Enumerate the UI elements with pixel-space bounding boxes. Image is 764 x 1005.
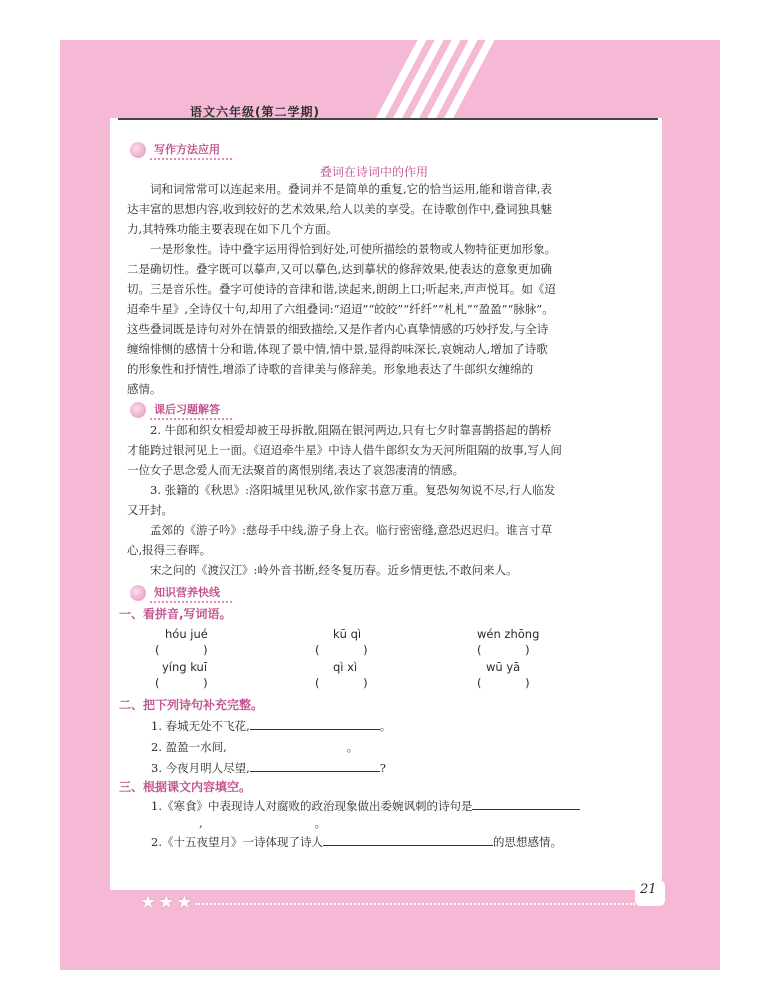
answer-blank[interactable]: ( ) (477, 643, 530, 657)
question-3-title: 三、根据课文内容填空。 (119, 780, 252, 794)
text-line: 一位女子思念爱人而无法聚首的离恨别绪,表达了哀怨凄清的情感。 (127, 463, 465, 477)
text-line: 二是确切性。叠字既可以摹声,又可以摹色,达到摹状的修辞效果,使表达的意象更加确 (127, 262, 552, 276)
text-line: 感情。 (127, 382, 162, 396)
answer-blank[interactable]: ( ) (315, 676, 368, 690)
star-icons: ★★★ (140, 892, 195, 913)
text-line: 这些叠词既是诗句对外在情景的细致描绘,又是作者内心真挚情感的巧妙抒发,与全诗 (127, 322, 549, 336)
fill-blank[interactable] (250, 717, 380, 730)
item-text: 2. 盈盈一水间, (151, 740, 227, 754)
question-2-title: 二、把下列诗句补充完整。 (119, 698, 264, 712)
text-line: 3. 张籍的《秋思》:洛阳城里见秋风,欲作家书意万重。复恐匆匆说不尽,行人临发 (150, 483, 556, 497)
answer-blank[interactable]: ( ) (315, 643, 368, 657)
section-header-knowledge (130, 583, 232, 601)
text-line: 迢牵牛星》,全诗仅十句,却用了六组叠词:“迢迢”“皎皎”“纤纤”“札札”“盈盈”“脉脉”。 (127, 302, 554, 316)
item-punct: ? (379, 761, 386, 775)
text-line: 心,报得三春晖。 (127, 543, 212, 557)
pinyin: wū yā (486, 660, 521, 674)
fill-blank[interactable] (323, 833, 493, 846)
question-1-title: 一、看拼音,写词语。 (119, 607, 232, 621)
text-line: 孟郊的《游子吟》:慈母手中线,游子身上衣。临行密密缝,意恐迟迟归。谁言寸草 (150, 523, 553, 537)
item-text: 1. 春城无处不飞花, (151, 719, 250, 733)
answer-blank[interactable]: ( ) (155, 676, 208, 690)
star-rating (140, 892, 194, 913)
text-line: 才能跨过银河见上一面。《迢迢牵牛星》中诗人借牛郎织女为天河所阻隔的故事,写人间 (127, 443, 562, 457)
text-line: 词和词常常可以连起来用。叠词并不是简单的重复,它的恰当运用,能和谐音律,表 (150, 182, 552, 196)
text-line: 切。三是音乐性。叠字可使诗的音律和谐,读起来,朗朗上口;听起来,声声悦耳。如《迢 (127, 282, 556, 296)
answer-blank[interactable]: ( ) (477, 676, 530, 690)
item-punct: 。 (346, 740, 359, 754)
answer-blank[interactable]: ( ) (155, 643, 208, 657)
text-line: 缠绵悱恻的感情十分和谐,体现了景中情,情中景,显得韵味深长,哀婉动人,增加了诗歌 (127, 342, 548, 356)
pinyin: kū qì (333, 627, 362, 641)
pinyin: wén zhōng (477, 627, 540, 641)
item-text: 3. 今夜月明人尽望, (151, 761, 250, 775)
pinyin: hóu jué (165, 627, 208, 641)
fill-item-continued (151, 814, 326, 832)
footer-dotted-line (195, 903, 635, 905)
text-line: 宋之问的《渡汉江》:岭外音书断,经冬复历春。近乡情更怯,不敢问来人。 (150, 563, 518, 577)
text-line: 又开封。 (127, 503, 173, 517)
item-text: 1.《寒食》中表现诗人对腐败的政治现象做出委婉讽刺的诗句是 (151, 799, 473, 813)
flower-icon (130, 585, 146, 601)
item-text: 2.《十五夜望月》一诗体现了诗人 (151, 835, 323, 849)
item-punct: 的思想感情。 (492, 835, 562, 849)
flower-icon (130, 402, 146, 418)
item-punct: , (199, 816, 203, 830)
fill-item (151, 759, 386, 777)
section-label: 知识营养快线 (150, 583, 232, 603)
item-punct: 。 (379, 719, 392, 733)
fill-item (151, 738, 358, 756)
article-title: 叠词在诗词中的作用 (320, 165, 429, 179)
text-line: 的形象性和抒情性,增添了诗歌的音律美与修辞美。形象地表达了牛郎织女缠绵的 (127, 362, 534, 376)
fill-blank[interactable] (250, 759, 380, 772)
page-number: 21 (640, 882, 657, 897)
header-title: 语文六年级(第二学期) (190, 105, 320, 119)
text-line: 一是形象性。诗中叠字运用得恰到好处,可使所描绘的景物或人物特征更加形象。 (150, 242, 557, 256)
answers-body (127, 420, 652, 580)
fill-item (151, 833, 562, 851)
pinyin: qì xì (333, 660, 358, 674)
text-line: 达丰富的思想内容,收到较好的艺术效果,给人以美的享受。在诗歌创作中,叠词独具魅 (127, 202, 552, 216)
section-label: 写作方法应用 (150, 140, 232, 160)
item-punct: 。 (314, 816, 327, 830)
article-body (127, 179, 652, 399)
fill-blank[interactable] (472, 797, 580, 810)
section-header-answers (130, 400, 232, 418)
text-line: 2. 牛郎和织女相爱却被王母拆散,阻隔在银河两边,只有七夕时靠喜鹊搭起的鹊桥 (150, 423, 552, 437)
flower-icon (130, 142, 146, 158)
fill-item (151, 797, 580, 815)
section-header-writing (130, 140, 232, 158)
text-line: 力,其特殊功能主要表现在如下几个方面。 (127, 222, 338, 236)
fill-item (151, 717, 391, 735)
section-label: 课后习题解答 (150, 400, 232, 420)
pinyin: yíng kuī (162, 660, 208, 674)
